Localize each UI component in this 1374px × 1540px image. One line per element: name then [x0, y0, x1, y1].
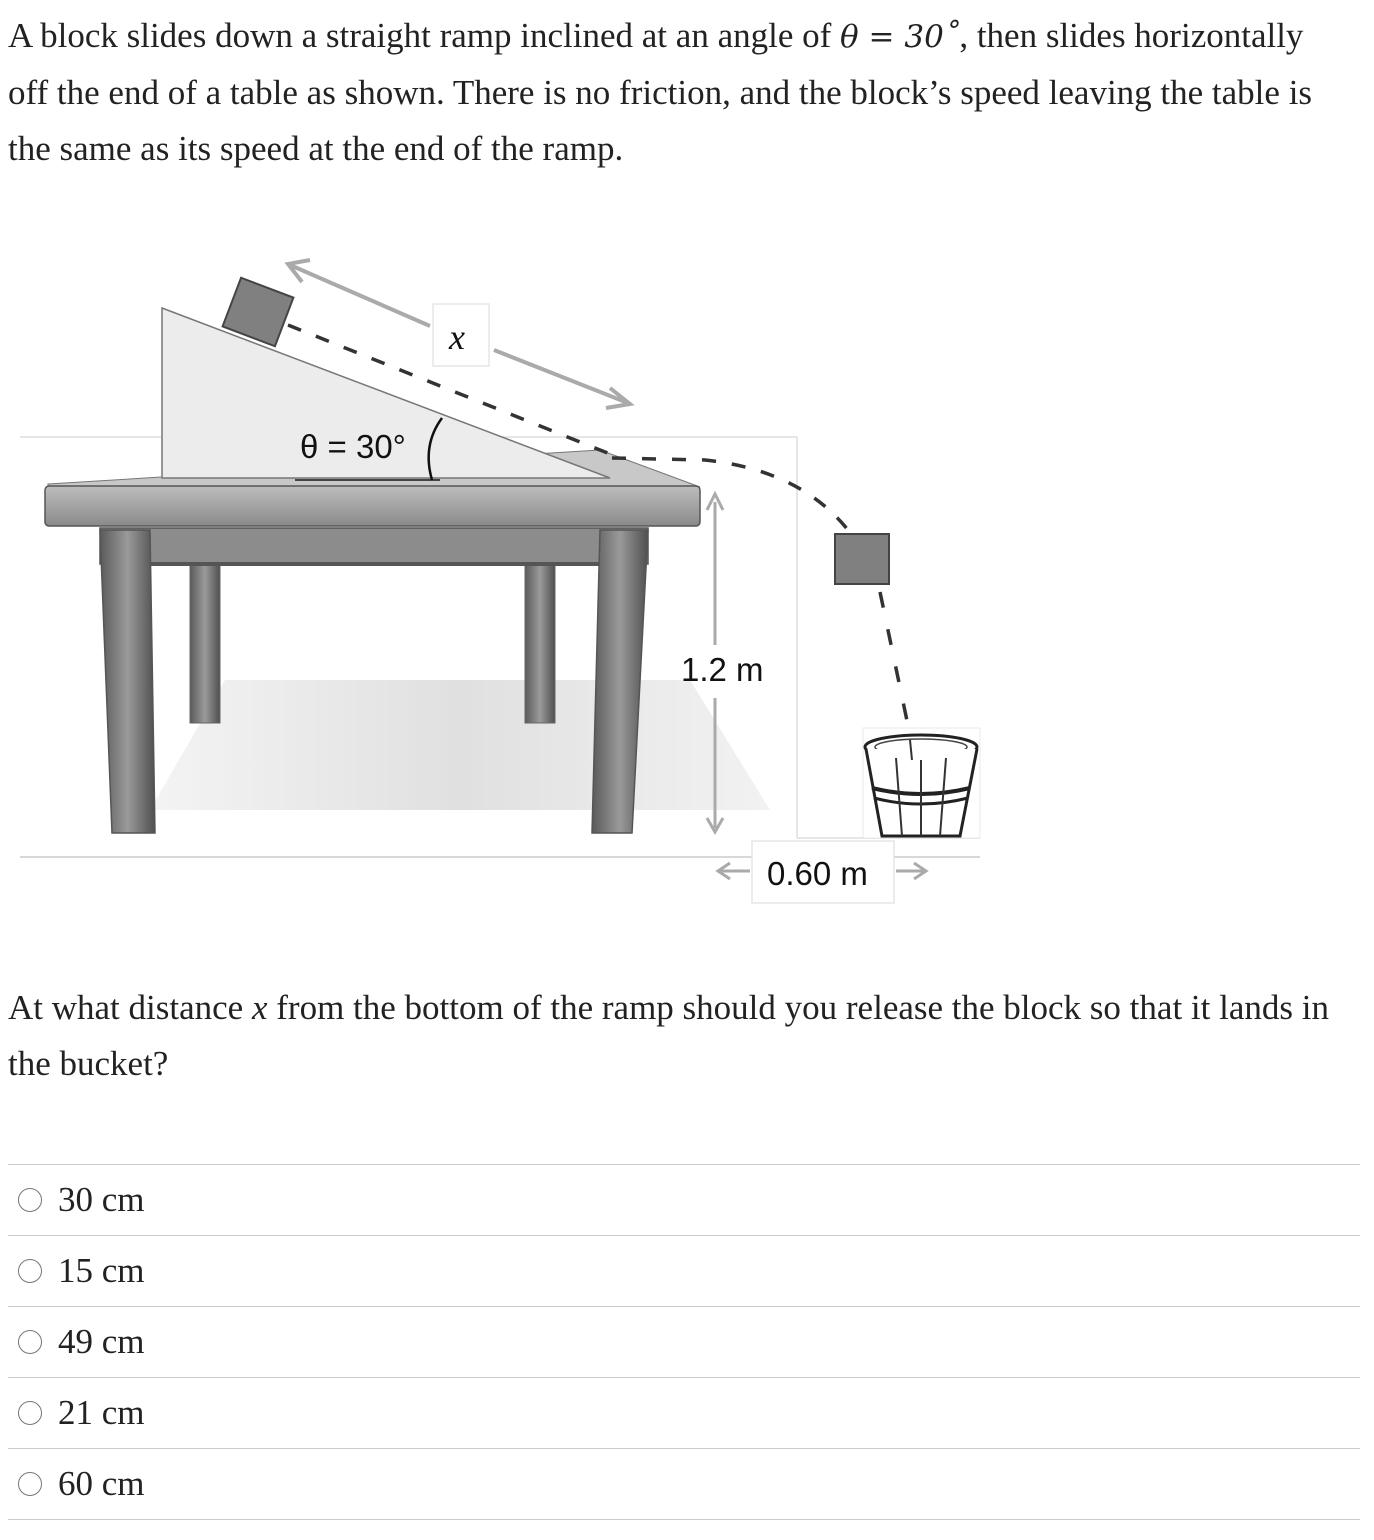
answer-label: 60 cm [58, 1464, 145, 1503]
radio-button[interactable] [18, 1401, 42, 1425]
falling-block [835, 534, 889, 584]
radio-button[interactable] [18, 1188, 42, 1212]
answer-label: 30 cm [58, 1180, 145, 1219]
question-text-1: At what distance [8, 988, 252, 1027]
question-text [8, 980, 1348, 1092]
answer-choices [8, 1164, 1360, 1520]
question-variable: x [251, 988, 268, 1027]
answer-option-30cm[interactable] [8, 1165, 1360, 1236]
fall-path-dashes [880, 592, 910, 735]
prompt-text-1: A block slides down a straight ramp inclined at an angle of [8, 16, 841, 55]
distance-label: x [449, 317, 465, 357]
answer-option-21cm[interactable] [8, 1378, 1360, 1449]
table-back-leg-left [190, 558, 220, 723]
radio-button[interactable] [18, 1330, 42, 1354]
ramp-table-diagram [0, 240, 1000, 920]
answer-label: 15 cm [58, 1251, 145, 1290]
table-top-edge [45, 486, 700, 526]
answer-option-60cm[interactable] [8, 1449, 1360, 1520]
prompt-text-2: , then slides horizontally off the end of a table as shown. There is no friction, and the block’s speed leaving the table is the same as its speed at the end of the ramp. [8, 16, 1313, 168]
table-shadow [150, 680, 770, 810]
answer-option-49cm[interactable] [8, 1307, 1360, 1378]
radio-button[interactable] [18, 1472, 42, 1496]
distance-arrow-lower [494, 350, 628, 403]
answer-label: 21 cm [58, 1393, 145, 1432]
table-front-leg-left [100, 530, 155, 833]
answer-option-15cm[interactable] [8, 1236, 1360, 1307]
height-label: 1.2 m [681, 651, 764, 688]
distance-arrow-upper [290, 265, 430, 326]
table-apron-edge [140, 562, 608, 566]
question-text-2: from the bottom of the ramp should you release the block so that it lands in the bucket? [8, 988, 1329, 1083]
radio-button[interactable] [18, 1259, 42, 1283]
bucket [863, 728, 980, 838]
answer-label: 49 cm [58, 1322, 145, 1361]
diagram-svg [0, 240, 1000, 920]
problem-statement [8, 8, 1348, 177]
horizontal-label: 0.60 m [767, 855, 868, 892]
table-apron [100, 528, 648, 564]
table-back-leg-right [525, 558, 555, 723]
angle-label: θ = 30° [300, 428, 406, 465]
angle-expression: θ = 30˚ [840, 19, 960, 55]
